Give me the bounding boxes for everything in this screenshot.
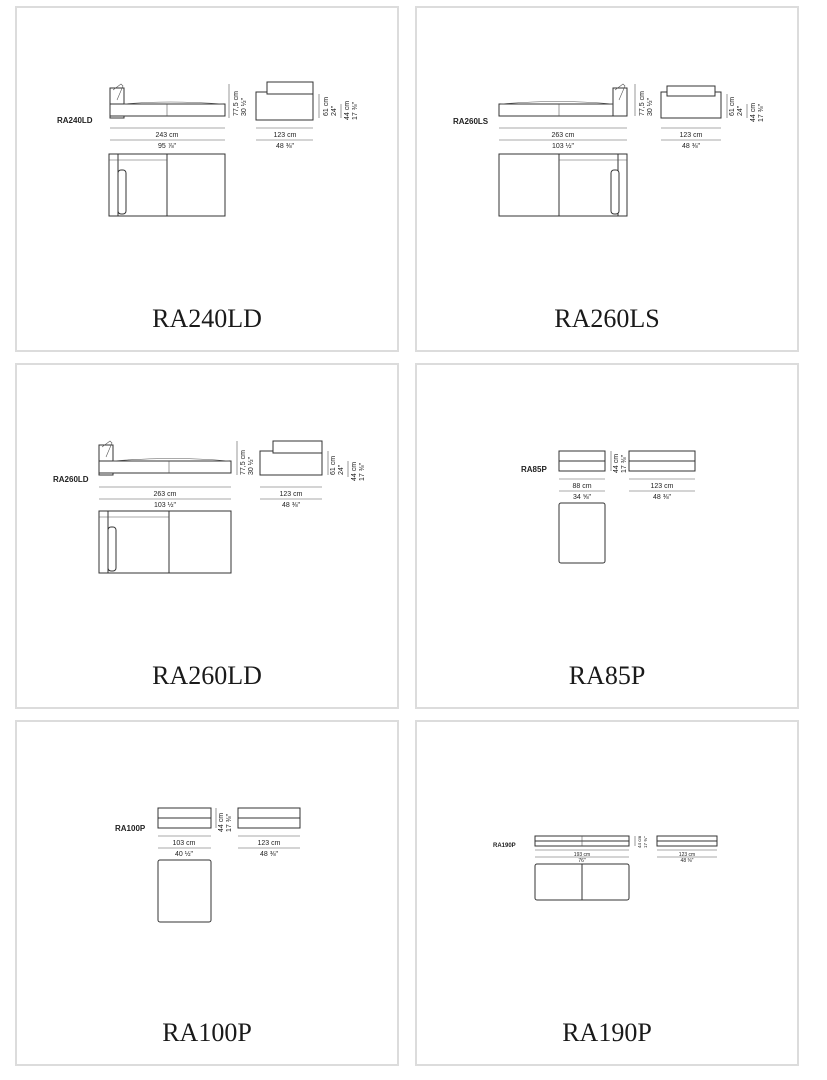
product-title: RA85P [568, 661, 646, 690]
width-dimensions [99, 487, 322, 509]
product-title: RA190P [562, 1018, 652, 1047]
depth-in: 48 ⅜" [680, 858, 694, 864]
seat-cm: 61 cm [729, 96, 736, 116]
height-in: 30 ½" [241, 97, 248, 116]
arm-cm: 44 cm [218, 812, 225, 832]
plan-view [559, 503, 605, 563]
height-dimensions [216, 808, 233, 832]
width-dimensions [158, 836, 300, 858]
product-card-ra100p [15, 720, 399, 1066]
ra190p-diagram [417, 722, 801, 1022]
side-elevation [260, 441, 322, 475]
width-cm: 263 cm [153, 491, 177, 498]
depth-in: 48 ⅜" [652, 494, 672, 501]
arm-in: 17 ⅜" [643, 836, 648, 848]
arm-cm: 44 cm [351, 461, 358, 481]
height-cm: 77,5 cm [240, 450, 247, 475]
width-in: 95 ⅞" [157, 143, 177, 150]
model-code-label: RA85P [521, 465, 547, 474]
product-card-ra260ld [15, 363, 399, 709]
width-cm: 243 cm [155, 132, 179, 139]
height-dimensions [635, 835, 648, 848]
width-in: 34 ⅝" [572, 494, 592, 501]
height-cm: 77,5 cm [639, 91, 646, 116]
side-elevation [256, 82, 313, 120]
seat-cm: 61 cm [323, 96, 330, 116]
plan-view [158, 860, 211, 922]
width-dimensions [559, 479, 695, 501]
depth-in: 48 ⅜" [275, 143, 295, 150]
ra85p-diagram [417, 365, 801, 665]
width-in: 103 ½" [552, 143, 574, 150]
arm-in: 17 ⅜" [621, 454, 628, 473]
width-dimensions [535, 850, 717, 864]
plan-view [535, 864, 629, 900]
width-cm: 263 cm [551, 132, 575, 139]
side-elevation [629, 451, 695, 471]
side-elevation [238, 808, 300, 828]
width-in: 40 ½" [174, 851, 194, 858]
width-cm: 88 cm [572, 483, 592, 490]
width-in: 76" [578, 858, 586, 864]
product-title: RA260LD [152, 661, 262, 690]
plan-view [499, 154, 627, 216]
width-dimensions [110, 128, 313, 150]
width-cm: 103 cm [172, 840, 196, 847]
arm-in: 17 ⅜" [226, 813, 233, 832]
side-elevation [661, 86, 721, 118]
depth-cm: 123 cm [678, 852, 696, 858]
product-card-ra190p [415, 720, 799, 1066]
depth-in: 48 ⅜" [681, 143, 701, 150]
seat-in: 24" [331, 105, 338, 116]
model-code-label: RA100P [115, 824, 146, 833]
front-elevation [110, 84, 225, 118]
arm-in: 17 ⅜" [758, 103, 765, 122]
product-card-ra240ld [15, 6, 399, 352]
height-dimensions [611, 451, 628, 473]
depth-cm: 123 cm [679, 132, 703, 139]
arm-cm: 44 cm [637, 835, 642, 848]
plan-view [99, 511, 231, 573]
arm-cm: 44 cm [750, 102, 757, 122]
ra240ld-diagram [17, 8, 401, 308]
width-cm: 193 cm [573, 852, 591, 858]
height-cm: 77,5 cm [233, 91, 240, 116]
arm-cm: 44 cm [613, 453, 620, 473]
width-in: 103 ½" [154, 502, 176, 509]
arm-in: 17 ⅜" [359, 462, 366, 481]
product-title: RA240LD [152, 304, 262, 333]
plan-view [109, 154, 225, 216]
depth-cm: 123 cm [650, 483, 674, 490]
arm-cm: 44 cm [344, 100, 351, 120]
front-elevation [559, 451, 605, 471]
depth-in: 48 ⅜" [281, 502, 301, 509]
seat-in: 24" [737, 105, 744, 116]
ra260ld-diagram [17, 365, 401, 665]
product-card-ra260ls [415, 6, 799, 352]
depth-cm: 123 cm [279, 491, 303, 498]
front-elevation [99, 441, 231, 475]
ra260ls-diagram [417, 8, 801, 308]
model-code-label: RA260LS [453, 117, 489, 126]
model-code-label: RA240LD [57, 116, 93, 125]
side-elevation [657, 836, 717, 846]
width-dimensions [499, 128, 721, 150]
depth-in: 48 ⅜" [259, 851, 279, 858]
height-in: 30 ½" [248, 456, 255, 475]
product-title: RA100P [162, 1018, 252, 1047]
depth-cm: 123 cm [257, 840, 281, 847]
front-elevation [158, 808, 211, 828]
seat-in: 24" [338, 464, 345, 475]
arm-in: 17 ⅜" [352, 101, 359, 120]
ra100p-diagram [17, 722, 401, 1022]
seat-cm: 61 cm [330, 455, 337, 475]
model-code-label: RA260LD [53, 475, 89, 484]
front-elevation [499, 84, 627, 116]
product-title: RA260LS [554, 304, 660, 333]
depth-cm: 123 cm [273, 132, 297, 139]
product-card-ra85p [415, 363, 799, 709]
model-code-label: RA190P [493, 843, 516, 849]
height-in: 30 ½" [647, 97, 654, 116]
front-elevation [535, 836, 629, 846]
